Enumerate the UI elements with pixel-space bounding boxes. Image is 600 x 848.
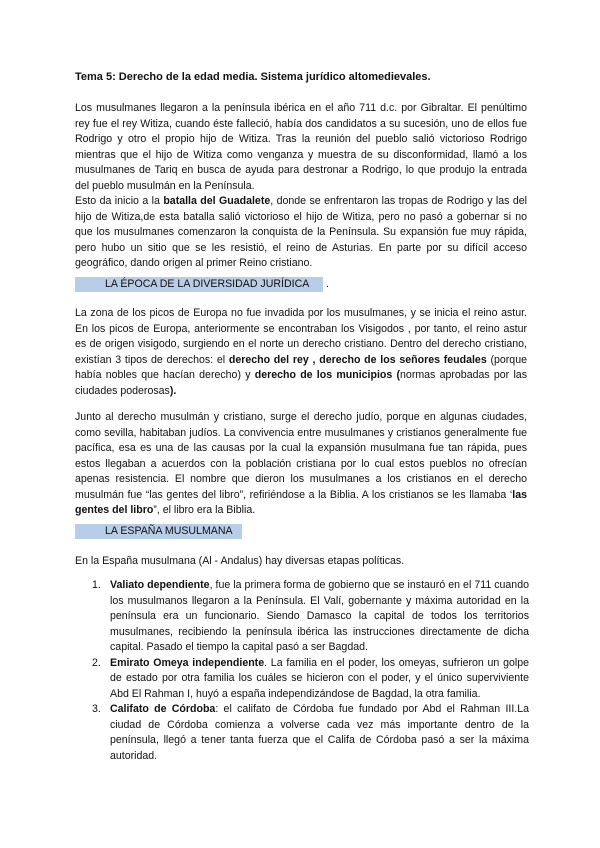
section-heading-diversidad (75, 277, 323, 292)
list-item-bold: Emirato Omeya independiente (110, 656, 265, 669)
p3-text-a: La zona de los picos de Europa no fue invadida por los musulmanes, y se inicia el reino astur. En los picos de Europa, anteriormente se encontraban los Visigodos , por tanto, el reino astur es de origen visigodo, surgiendo en el norte un derecho cristiano. Dentro del derecho cristiano, existían 3 tipos de derechos: el (75, 307, 527, 366)
section-heading-espana-musulmana (75, 524, 242, 539)
p3-text-c: (porque había nobles que hacían derecho) y (75, 353, 527, 381)
paragraph-etapas: En la España musulmana (Al - Andalus) hay diversas etapas políticas. (75, 555, 405, 567)
list-item (92, 656, 529, 703)
p3-bold-b: derecho del rey , derecho de los señores feudales (228, 353, 487, 366)
p3-bold-d: derecho de los municipios ( (254, 369, 401, 381)
paragraph-guadalete-start: Esto da inicio a la (75, 195, 164, 207)
p3-bold-f: ). (169, 384, 177, 397)
list-item-text: , fue la primera forma de gobierno que se instauró en el 711 cuando los musulmanos llegaron a la Península. El Valí, gobernante y máxima autoridad en la península era un funcionario. Siendo Damasco la capital de todos los territorios musulmanes, recibiendo la península ibérica las instrucciones directamente de dicha capital. Pasado el tiempo la capital pasó a ser Bagdad. (110, 579, 529, 653)
list-item-number: 2. (92, 656, 101, 669)
etapas-list (92, 578, 529, 764)
paragraph-guadalete-bold: batalla del Guadalete (163, 195, 271, 207)
paragraph-intro-text: Los musulmanes llegaron a la península ibérica en el año 711 d.c. por Gibraltar. El penúltimo rey fue el rey Witiza, cuando éste falleció, había dos candidatos a su sucesión, uno de ellos fue Rodrigo y otro el propio hijo de Witiza. Tras la reunión del pueblo salió victorioso Rodrigo mientras que el hijo de Witiza como venganza y muestra de su disconformidad, llamó a los musulmanes de Tariq en busca de ayuda para destronar a Rodrigo, lo que produjo la entrada del pueblo musulmán en la Península. (75, 102, 527, 192)
paragraph-derecho-cristiano (75, 306, 527, 399)
paragraph-guadalete-rest: , donde se enfrentaron las tropas de Rodrigo y las del hijo de Witiza,de esta batalla salió victorioso el hijo de Witiza, pero no pasó a gobernar si no que los musulmanes comenzaron la conquista de la Península. Su expansión fue muy rápida, pero hubo un sitio que se les resistió, el reino de Asturias. En parte por su difícil acceso geográfico, dando origen al primer Reino cristiano. (75, 195, 527, 269)
section-heading-diversidad-text: LA ÉPOCA DE LA DIVERSIDAD JURÍDICA (105, 278, 310, 290)
paragraph-intro (75, 101, 527, 272)
list-item-number: 1. (92, 579, 101, 591)
p4-bold-b: las gentes del libro (75, 488, 527, 516)
list-item-bold: Valiato dependiente (110, 579, 210, 591)
list-item-bold: Califato de Córdoba (110, 703, 216, 715)
p4-text-c: ”, el libro era la Biblia. (153, 504, 256, 516)
list-item-text: : el califato de Córdoba fue fundado por Abd el Rahman III.La ciudad de Córdoba comienza a volverse cada vez más importante dentro de la península, llegó a tener tanta fuerza que el Califa de Córdoba pasó a ser la máxima autoridad. (110, 703, 529, 762)
p3-text-e: normas aprobadas por las ciudades poderosas (75, 369, 527, 397)
list-item (92, 578, 529, 656)
section-heading-espana-text: LA ESPAÑA MUSULMANA (105, 525, 233, 537)
document-title: Tema 5: Derecho de la edad media. Sistema jurídico altomedievales. (75, 71, 431, 83)
list-item (92, 702, 529, 764)
list-item-text: . La familia en el poder, los omeyas, sufrieron un golpe de estado por otra familia los cuáles se hicieron con el poder, y el único superviviente Abd El Rahman I, huyó a españa independizándose de Bagdad, la otra familia. (110, 656, 529, 700)
p4-text-a: Junto al derecho musulmán y cristiano, surge el derecho judío, porque en algunas ciudades, como sevilla, habitaban judíos. La convivencia entre musulmanes y cristianos generalmente fue pacífica, esa es una de las causas por la cual la expansión musulmana fue tan rápida, pues estos llegaban a acuerdos con la población cristiana por lo cual estos pueblos no ofrecían apenas resistencia. El nombre que dieron los musulmanes a los cristianos en el derecho musulmán fue “las gentes del libro”, refiriéndose a la Biblia. A los cristianos se les llamaba ‘ (75, 411, 527, 501)
section-heading-diversidad-dot: . (326, 278, 329, 290)
list-item-number: 3. (92, 703, 101, 715)
paragraph-derecho-judio (75, 410, 527, 519)
